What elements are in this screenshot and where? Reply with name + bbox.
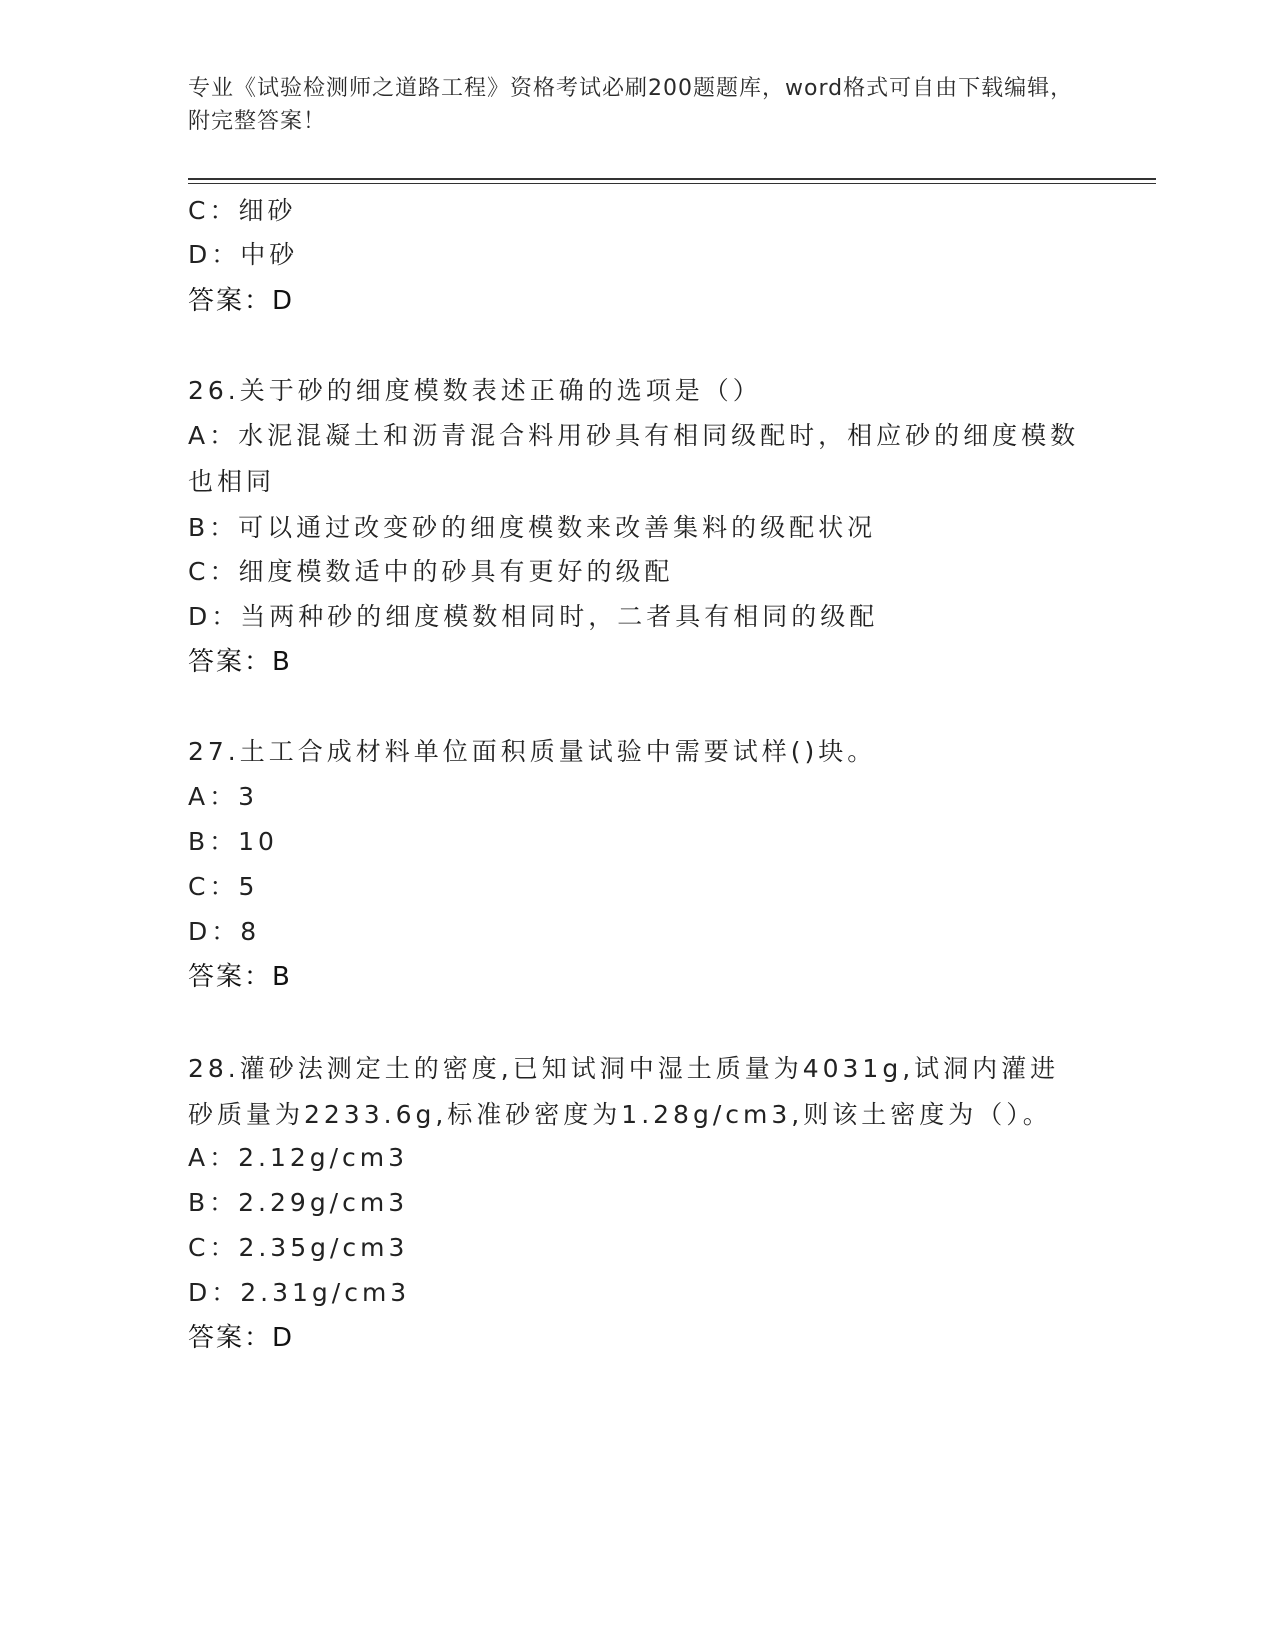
q27-option-b: B：10 <box>188 827 278 856</box>
q27-answer: 答案：B <box>188 962 292 992</box>
q26-option-a: A：水泥混凝土和沥青混合料用砂具有相同级配时，相应砂的细度模数也相同 <box>188 421 1080 496</box>
q28-option-d: D：2.31g/cm3 <box>188 1278 411 1307</box>
header-divider-thin <box>188 183 1156 184</box>
q26-option-d: D：当两种砂的细度模数相同时，二者具有相同的级配 <box>188 602 879 631</box>
q27-option-c: C：5 <box>188 872 259 901</box>
header-divider-thick <box>188 178 1156 180</box>
q26-stem: 26.关于砂的细度模数表述正确的选项是（） <box>188 376 762 405</box>
q28-answer: 答案：D <box>188 1323 295 1353</box>
q25-option-c: C：细砂 <box>188 196 297 225</box>
page-header: 专业《试验检测师之道路工程》资格考试必刷200题题库，word格式可自由下载编辑，附完整答案！ <box>188 76 1074 134</box>
q28-option-a: A：2.12g/cm3 <box>188 1143 409 1172</box>
q28-option-c: C：2.35g/cm3 <box>188 1233 409 1262</box>
q26-answer: 答案：B <box>188 647 292 677</box>
q27-stem: 27.土工合成材料单位面积质量试验中需要试样()块。 <box>188 737 877 766</box>
q28-option-b: B：2.29g/cm3 <box>188 1188 409 1217</box>
q28-stem: 28.灌砂法测定土的密度,已知试洞中湿土质量为4031g,试洞内灌进砂质量为2233.6g,标准砂密度为1.28g/cm3,则该土密度为（）。 <box>188 1054 1060 1129</box>
q26-option-c: C：细度模数适中的砂具有更好的级配 <box>188 557 674 586</box>
q26-option-b: B：可以通过改变砂的细度模数来改善集料的级配状况 <box>188 513 877 542</box>
q27-option-a: A：3 <box>188 782 259 811</box>
q27-option-d: D：8 <box>188 917 261 946</box>
q25-answer: 答案：D <box>188 286 295 316</box>
q25-option-d: D：中砂 <box>188 240 299 269</box>
